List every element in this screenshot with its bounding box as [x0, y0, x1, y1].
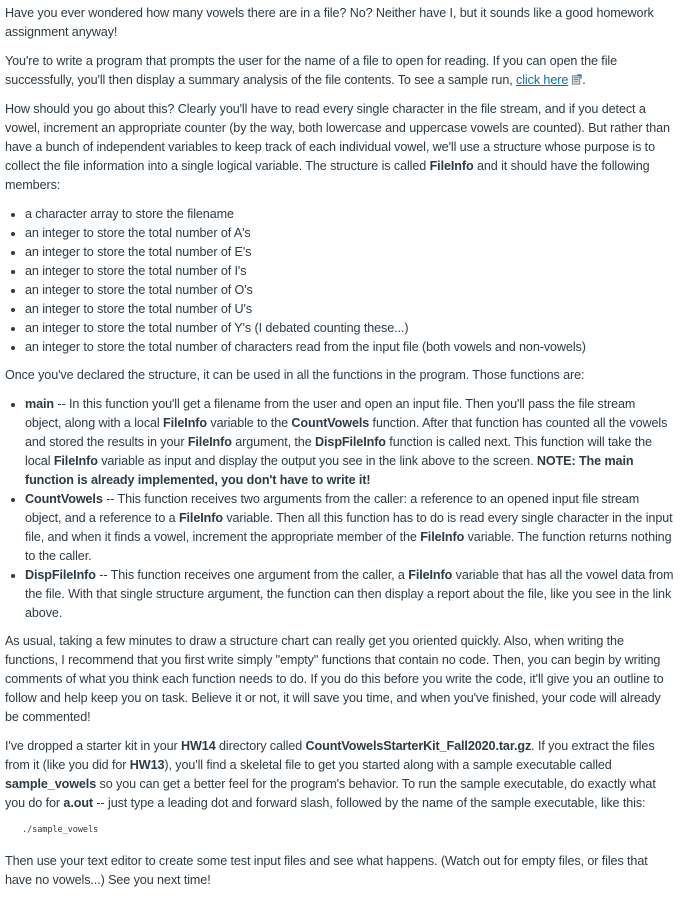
function-list	[5, 395, 675, 623]
functions-intro: Once you've declared the structure, it can be used in all the functions in the program. Those functions are:	[5, 368, 585, 382]
list-item: • an integer to store the total number of U's	[25, 300, 675, 319]
advice-paragraph: As usual, taking a few minutes to draw a structure chart can really get you oriented quickly. Also, when writing the functions, I recommend that you first write simply "empty" functions that contain no code. Then, you can begin by writing comments of what you think each function needs to do. If you do this before you write the code, it'll give you an outline to follow and help keep you on task. Believe it or not, it will save you time, and when you've finished, your code will already be commented!	[5, 634, 664, 724]
intro-paragraph: Have you ever wondered how many vowels there are in a file? No? Neither have I, but it sounds like a good homework assignment anyway!	[5, 6, 654, 39]
list-item: • an integer to store the total number of Y's (I debated counting these...)	[25, 319, 675, 338]
external-link-icon[interactable]	[571, 74, 582, 85]
structure-paragraph: How should you go about this? Clearly you'll have to read every single character in the file stream, and if you detect a vowel, increment an appropriate counter (by the way, both lowercase and uppercase vowels are counted). But rather than have a bunch of independent variables to keep track of each individual vowel, we'll use a structure whose purpose is to collect the file information into a single logical variable. The structure is called FileInfo and it should have the following members:	[5, 102, 670, 192]
function-main: • main -- In this function you'll get a filename from the user and open an input file. Then you'll pass the file stream object, along with a local FileInfo variable to the CountVowels function. After that function has counted all the vowels and stored the results in your FileInfo argument, the DispFileInfo function is called next. This function will take the local FileInfo variable as input and display the output you see in the link above to the screen. NOTE: The main function is already implemented, you don't have to write it!	[25, 395, 675, 490]
closing-paragraph: Then use your text editor to create some test input files and see what happens. (Watch out for empty files, or files that have no vowels...) See you next time!	[5, 854, 648, 887]
list-item: • an integer to store the total number of E's	[25, 243, 675, 262]
main-note: NOTE: The main function is already implemented, you don't have to write it!	[25, 454, 634, 487]
command-example: ./sample_vowels	[22, 825, 99, 835]
struct-name: FileInfo	[429, 159, 474, 173]
list-item: • an integer to store the total number of O's	[25, 281, 675, 300]
starter-kit-paragraph: I've dropped a starter kit in your HW14 directory called CountVowelsStarterKit_Fall2020.tar.gz. If you extract the files from it (like you did for HW13), you'll find a skeletal file to get you started along with a sample executable called sample_vowels so you can get a better feel for the program's behavior. To run the sample executable, do exactly what you do for a.out -- just type a leading dot and forward slash, followed by the name of the sample executable, like this:	[5, 739, 656, 810]
function-dispfileinfo: • DispFileInfo -- This function receives one argument from the caller, a FileInfo variable that has all the vowel data from the file. With that single structure argument, the function can then display a report about the file, like you see in the link above.	[25, 566, 675, 623]
task-paragraph: You're to write a program that prompts the user for the name of a file to open for reading. If you can open the file successfully, you'll then display a summary analysis of the file contents. To see a sample run, click here .	[5, 54, 617, 87]
list-item: • an integer to store the total number of characters read from the input file (both vowels and non-vowels)	[25, 338, 675, 357]
list-item: • an integer to store the total number of A's	[25, 224, 675, 243]
list-item: • an integer to store the total number of I's	[25, 262, 675, 281]
function-countvowels: • CountVowels -- This function receives two arguments from the caller: a reference to an opened input file stream object, and a reference to a FileInfo variable. Then all this function has to do is read every single character in the input file, and when it finds a vowel, increment the appropriate member of the FileInfo variable. The function returns nothing to the caller.	[25, 490, 675, 566]
sample-run-link[interactable]: click here	[516, 73, 569, 87]
list-item: • a character array to store the filename	[25, 205, 675, 224]
member-list	[5, 205, 675, 357]
